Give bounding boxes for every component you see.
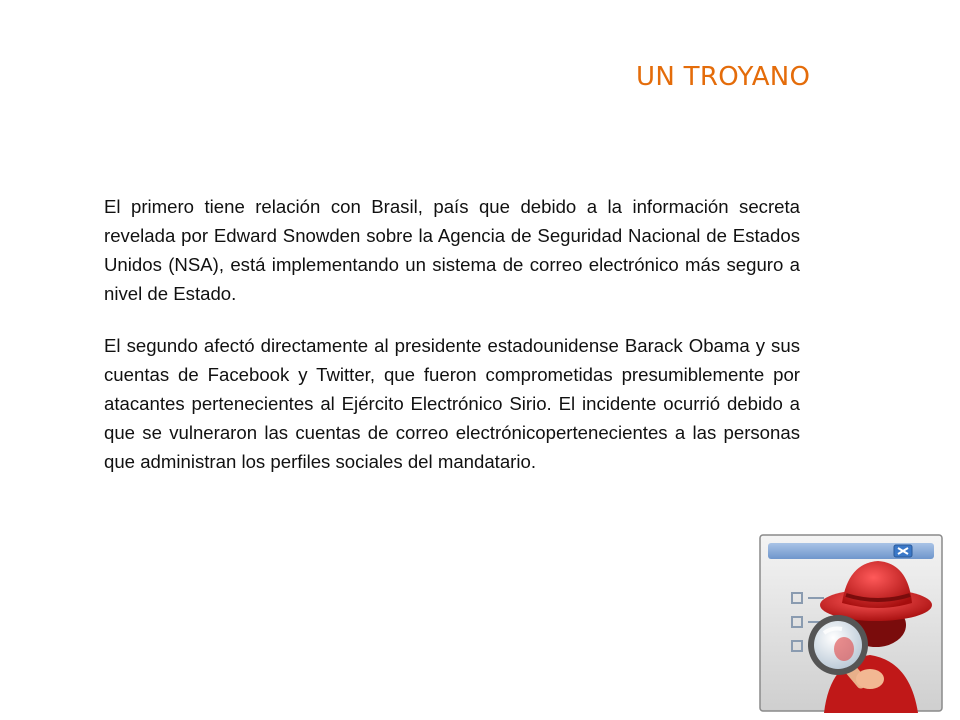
spy-window-clipart: [758, 533, 944, 713]
slide-body: [104, 192, 800, 499]
spy-detective-icon: [758, 533, 944, 713]
paragraph-obama: El segundo afectó directamente al presidente estadounidense Barack Obama y sus cuentas de Facebook y Twitter, que fueron comprometidas presumiblemente por atacantes pertenecientes al Ejército Electrónico Sirio. El incidente ocurrió debido a que se vulneraron las cuentas de correo electrónicopertenecientes a las personas que administran los perfiles sociales del mandatario.: [104, 335, 800, 472]
paragraph-brasil: El primero tiene relación con Brasil, país que debido a la información secreta revelada por Edward Snowden sobre la Agencia de Seguridad Nacional de Estados Unidos (NSA), está implementando un sistema de correo electrónico más seguro a nivel de Estado.: [104, 196, 800, 304]
slide-title: UN TROYANO: [636, 62, 811, 92]
